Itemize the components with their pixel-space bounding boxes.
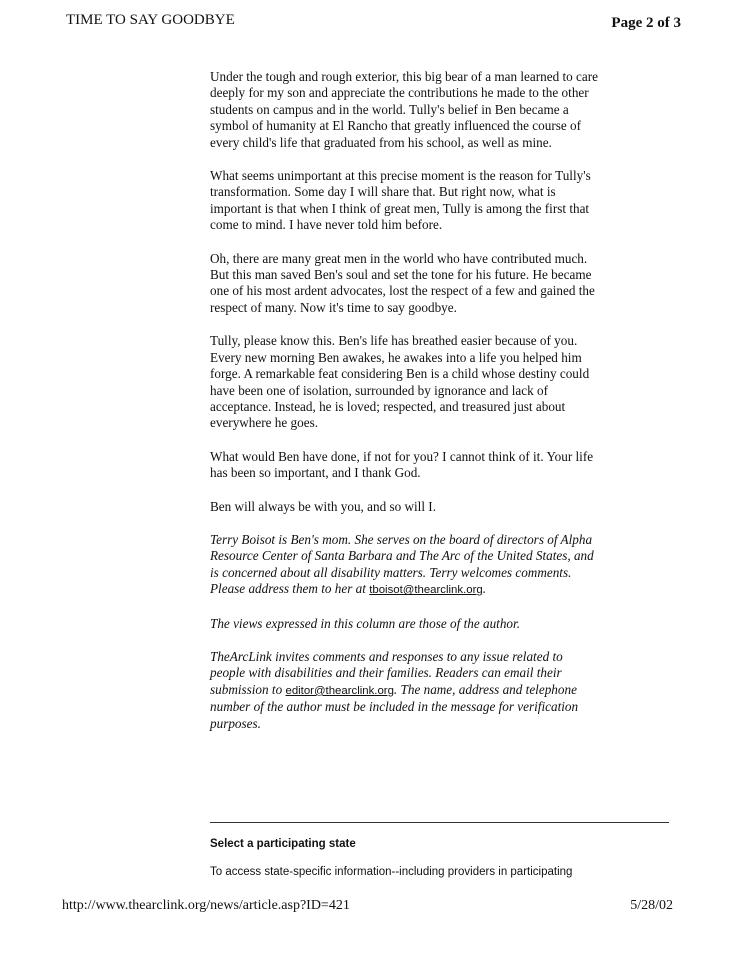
invite-text-b: . The name, address and telephone number of the author must be included in the message for verification purposes.: [210, 681, 579, 731]
page-number: Page 2 of 3: [611, 15, 681, 31]
article-body: [210, 69, 598, 749]
footer-date: 5/28/02: [630, 898, 673, 913]
select-state-heading: Select a participating state: [210, 838, 356, 850]
submission-invite: [210, 649, 598, 732]
paragraph-6: Ben will always be with you, and so will I.: [210, 498, 436, 514]
author-email-link[interactable]: tboisot@thearclink.org: [369, 584, 483, 597]
state-access-text: To access state-specific information--including providers in participating: [210, 866, 573, 878]
editor-email-link[interactable]: editor@thearclink.org: [285, 684, 394, 697]
views-disclaimer: The views expressed in this column are those of the author.: [210, 615, 520, 631]
invite-text-a: TheArcLink invites comments and responses to any issue related to people with disabilities and their families. Readers can email their submission to: [210, 648, 563, 697]
document-title: TIME TO SAY GOODBYE: [66, 12, 235, 28]
footer-url: http://www.thearclink.org/news/article.asp?ID=421: [62, 898, 350, 913]
author-bio-end: .: [482, 581, 487, 597]
author-bio-text: Terry Boisot is Ben's mom. She serves on the board of directors of Alpha Resource Center of Santa Barbara and The Arc of the United States, and is concerned about all disability matters. Terry welcomes comments. Please address them to her at: [210, 531, 594, 597]
paragraph-1: Under the tough and rough exterior, this big bear of a man learned to care deeply for my son and appreciate the contributions he made to the other students on campus and in the world. Tully's belief in Ben became a symbol of humanity at El Rancho that greatly influenced the course of every child's life that graduated from his school, as well as mine.: [210, 69, 598, 150]
paragraph-5: What would Ben have done, if not for you? I cannot think of it. Your life has been so important, and I thank God.: [210, 448, 594, 481]
paragraph-4: Tully, please know this. Ben's life has breathed easier because of you. Every new morning Ben awakes, he awakes into a life you helped him forge. A remarkable feat considering Ben is a child whose destiny could have been one of isolation, surrounded by ignorance and lack of acceptance. Instead, he is loved; respected, and treasured just about everywhere he goes.: [210, 333, 590, 431]
paragraph-3: Oh, there are many great men in the world who have contributed much. But this man saved Ben's soul and set the tone for his future. He became one of his most ardent advocates, lost the respect of a few and gained the respect of many. Now it's time to say goodbye.: [210, 250, 595, 315]
section-divider: [210, 822, 669, 823]
paragraph-2: What seems unimportant at this precise moment is the reason for Tully's transformation. Some day I will share that. But right now, what is important is that when I think of great men, Tully is among the first that come to mind. I have never told him before.: [210, 168, 591, 233]
author-bio: [210, 532, 598, 599]
